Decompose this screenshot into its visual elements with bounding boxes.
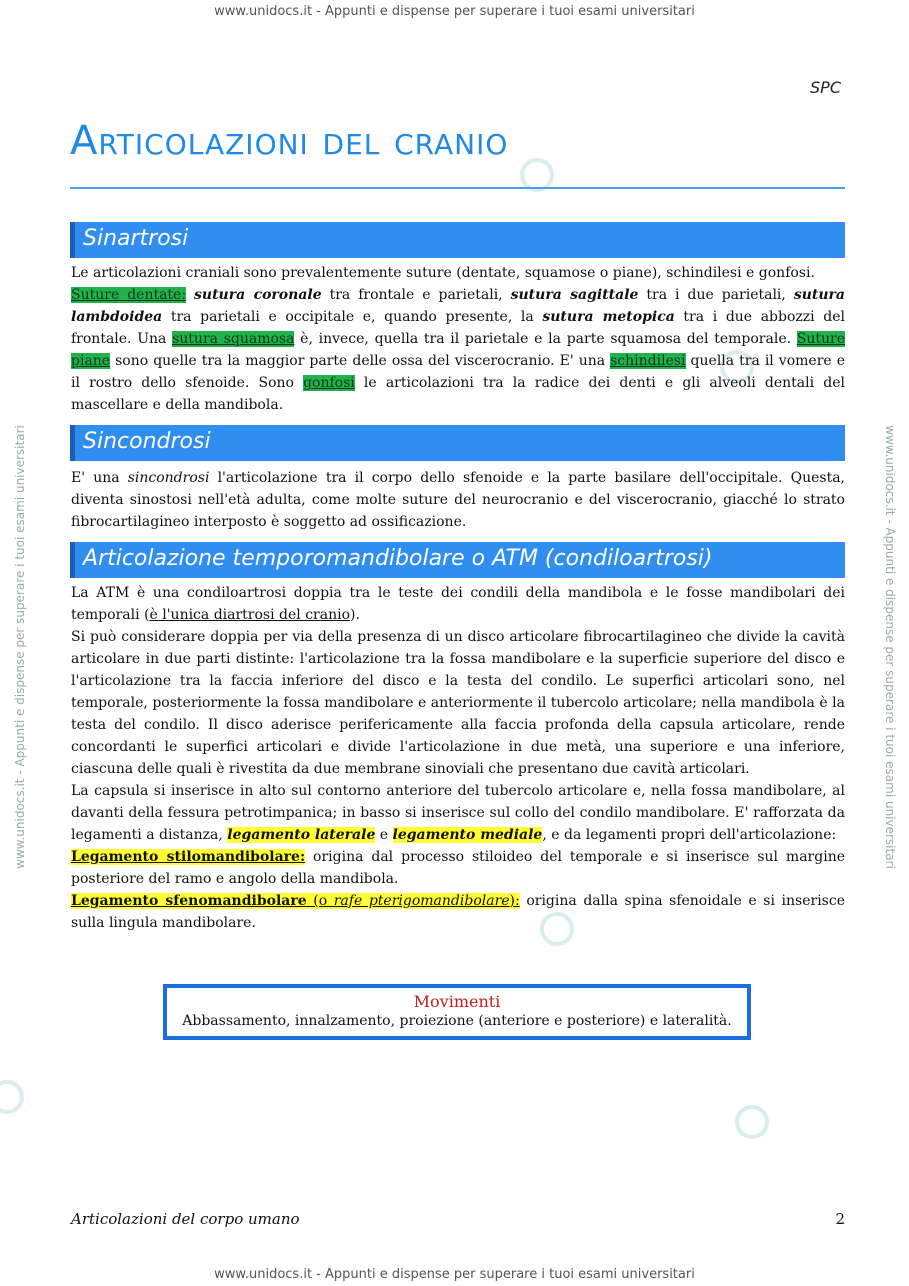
watermark-left: www.unidocs.it - Appunti e dispense per superare i tuoi esami universitari [13, 425, 27, 869]
sincondrosi-paragraph: E' una sincondrosi l'articolazione tra il corpo dello sfenoide e la parte basilare dell'occipitale. Questa, diventa sinostosi nell'età adulta, come molte suture del neurocranio e del viscerocranio, giacché lo strato fibrocartilagineo interposto è soggetto ad ossificazione. [71, 470, 845, 530]
title-rule [70, 187, 845, 189]
watermark-logo-icon [735, 1105, 769, 1139]
header-tag: SPC [810, 78, 841, 97]
page-title: Articolazioni del cranio [70, 118, 509, 164]
atm-p3: La capsula si inserisce in alto sul contorno anteriore del tubercolo articolare e, nella fossa mandibolare, al davanti della fessura petrotimpanica; in basso si inserisce sul collo del condilo mandibolare. E' rafforzata da legamenti a distanza, legamento laterale e legamento mediale, e da legamenti propri dell'articolazione: [71, 783, 845, 843]
section-header-sinartrosi [70, 222, 845, 258]
section-header-sincondrosi [70, 425, 845, 461]
section-title: Sincondrosi [83, 429, 211, 454]
movimenti-text: Abbassamento, innalzamento, proiezione (anteriore e posteriore) e lateralità. [182, 1013, 732, 1029]
atm-p4: Legamento stilomandibolare: origina dal processo stiloideo del temporale e si inserisce sul margine posteriore del ramo e angolo della mandibola. [71, 849, 845, 887]
movimenti-box [163, 984, 751, 1040]
section-title: Sinartrosi [83, 226, 189, 251]
atm-p2: Si può considerare doppia per via della presenza di un disco articolare fibrocartilagineo che divide la cavità articolare in due parti distinte: l'articolazione tra la fossa mandibolare e la superficie superiore del disco e l'articolazione tra la faccia inferiore del disco e la testa del condilo. Le superfici articolari sono, nel temporale, posteriormente la fossa mandibolare e anteriormente il tubercolo articolare; nella mandibola è la testa del condilo. Il disco aderisce perifericamente alla faccia profonda della capsula articolare, rende concordanti le superfici articolari e divide l'articolazione in due metà, una superiore e una inferiore, ciascuna delle quali è rivestita da due membrane sinoviali che presentano due cavità articolari. [71, 629, 845, 777]
atm-p5: Legamento sfenomandibolare (o rafe pterigomandibolare): origina dalla spina sfenoidale e si inserisce sulla lingula mandibolare. [71, 893, 845, 931]
atm-paragraph [71, 582, 845, 934]
page-number: 2 [835, 1210, 845, 1228]
section-title: Articolazione temporomandibolare o ATM (condiloartrosi) [83, 546, 713, 571]
watermark-right: www.unidocs.it - Appunti e dispense per superare i tuoi esami universitari [883, 425, 897, 869]
movimenti-title: Movimenti [413, 992, 501, 1011]
watermark-bottom: www.unidocs.it - Appunti e dispense per superare i tuoi esami universitari [214, 1267, 695, 1282]
atm-p1: La ATM è una condiloartrosi doppia tra le teste dei condili della mandibola e le fosse mandibolari dei temporali (è l'unica diartrosi del cranio). [71, 585, 845, 623]
watermark-top: www.unidocs.it - Appunti e dispense per superare i tuoi esami universitari [214, 4, 695, 19]
sinartrosi-paragraph [71, 262, 845, 416]
sinartrosi-intro: Le articolazioni craniali sono prevalentemente suture (dentate, squamose o piane), schindilesi e gonfosi. [71, 265, 815, 281]
footer-title: Articolazioni del corpo umano [71, 1210, 300, 1228]
section-header-atm [70, 542, 845, 578]
sinartrosi-body: Suture dentate: sutura coronale tra frontale e parietali, sutura sagittale tra i due parietali, sutura lambdoidea tra parietali e occipitale e, quando presente, la sutura metopica tra i due abbozzi del frontale. Una sutura squamosa è, invece, quella tra il parietale e la parte squamosa del temporale. Suture piane sono quelle tra la maggior parte delle ossa del viscerocranio. E' una schindilesi quella tra il vomere e il rostro dello sfenoide. Sono gonfosi le articolazioni tra la radice dei denti e gli alveoli dentali del mascellare e della mandibola. [71, 287, 845, 413]
watermark-logo-icon [0, 1080, 24, 1114]
